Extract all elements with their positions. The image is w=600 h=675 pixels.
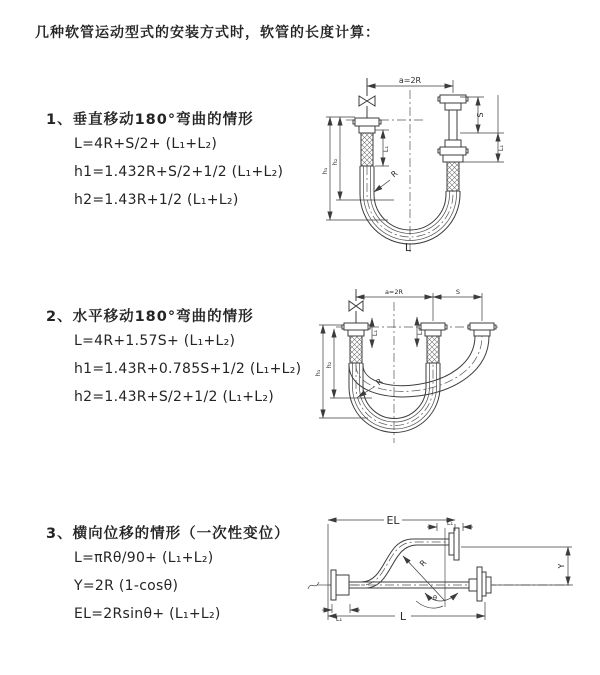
section-2-heading: 2、水平移动180°弯曲的情形 bbox=[46, 309, 254, 325]
flange-right-displaced bbox=[468, 323, 496, 336]
dim-label-l: L bbox=[404, 241, 412, 254]
page-title: 几种软管运动型式的安装方式时，软管的长度计算： bbox=[35, 25, 380, 41]
valve-icon bbox=[349, 289, 363, 323]
section-vertical-180 bbox=[46, 108, 283, 211]
dim-label-h2: h₂ bbox=[331, 158, 339, 166]
angle-theta bbox=[416, 593, 458, 608]
hose-s-curve bbox=[349, 539, 449, 588]
dim-label-a2r: a=2R bbox=[384, 288, 404, 296]
dimension-l bbox=[328, 602, 485, 623]
dim-label-el: EL bbox=[386, 514, 400, 527]
flange-left bbox=[353, 118, 381, 166]
dimension-s bbox=[433, 288, 482, 297]
dim-label-h2: h₂ bbox=[325, 361, 333, 369]
dim-label-h1: h₁ bbox=[321, 167, 329, 175]
dim-label-s: S bbox=[455, 288, 461, 296]
valve-icon bbox=[359, 78, 375, 118]
flange-left bbox=[326, 570, 349, 600]
dimension-l1-left bbox=[375, 130, 390, 166]
dim-label-r: R bbox=[374, 376, 385, 388]
hose-u-displaced bbox=[349, 336, 489, 397]
formula-el: EL=2Rsinθ+ (L₁+L₂) bbox=[74, 606, 221, 622]
formula-h2: h2=1.43R+1/2 (L₁+L₂) bbox=[74, 192, 239, 208]
dimension-l1-mid bbox=[416, 317, 424, 347]
dim-label-l1: L₁ bbox=[371, 329, 379, 337]
section-horizontal-180 bbox=[46, 305, 301, 408]
formula-h2: h2=1.43R+S/2+1/2 (L₁+L₂) bbox=[74, 389, 275, 405]
dimension-a2r bbox=[356, 288, 482, 321]
dimension-l1-left bbox=[371, 318, 379, 348]
dim-label-l: L bbox=[399, 610, 407, 623]
flange-top-right bbox=[449, 528, 459, 560]
formula-h1: h1=1.432R+S/2+1/2 (L₁+L₂) bbox=[74, 164, 284, 180]
diagram-vertical-180-bend bbox=[312, 70, 592, 255]
dimension-l1-top bbox=[427, 519, 473, 531]
centerlines bbox=[346, 90, 424, 252]
dim-label-l1: L₁ bbox=[382, 145, 390, 153]
formula-l: L=πRθ/90+ (L₁+L₂) bbox=[74, 550, 214, 566]
radius-callout bbox=[374, 169, 400, 192]
formula-y: Y=2R (1-cosθ) bbox=[74, 578, 179, 594]
flange-right bbox=[469, 567, 491, 601]
section-lateral-displacement bbox=[46, 522, 290, 625]
dim-label-l1: L₁ bbox=[446, 519, 454, 527]
diagram-lateral-displacement bbox=[305, 503, 595, 648]
dim-label-r: R bbox=[389, 168, 400, 180]
dim-label-l1: L₁ bbox=[335, 615, 343, 623]
formula-l: L=4R+1.57S+ (L₁+L₂) bbox=[74, 333, 236, 349]
formula-h1: h1=1.43R+0.785S+1/2 (L₁+L₂) bbox=[74, 361, 302, 377]
dim-label-l1: L₁ bbox=[416, 328, 424, 336]
dim-label-r: R bbox=[417, 558, 429, 569]
dim-label-y: Y bbox=[557, 563, 566, 569]
dimension-h1 bbox=[321, 117, 388, 220]
section-1-heading: 1、垂直移动180°弯曲的情形 bbox=[46, 112, 254, 128]
dim-label-h1: h₁ bbox=[314, 369, 322, 377]
section-3-heading: 3、横向位移的情形（一次性变位） bbox=[46, 526, 290, 542]
formula-l: L=4R+S/2+ (L₁+L₂) bbox=[74, 136, 218, 152]
dimension-s bbox=[460, 97, 504, 133]
dim-label-l1: L₁ bbox=[497, 144, 505, 152]
radius-callout bbox=[403, 528, 445, 607]
flange-left bbox=[342, 323, 370, 363]
dim-label-theta: θ bbox=[433, 594, 437, 602]
flange-right bbox=[438, 95, 468, 191]
break-mark bbox=[308, 582, 319, 589]
dim-label-a2r: a=2R bbox=[398, 76, 422, 85]
diagram-horizontal-180-bend bbox=[312, 287, 592, 452]
dim-label-s: S bbox=[476, 112, 485, 118]
